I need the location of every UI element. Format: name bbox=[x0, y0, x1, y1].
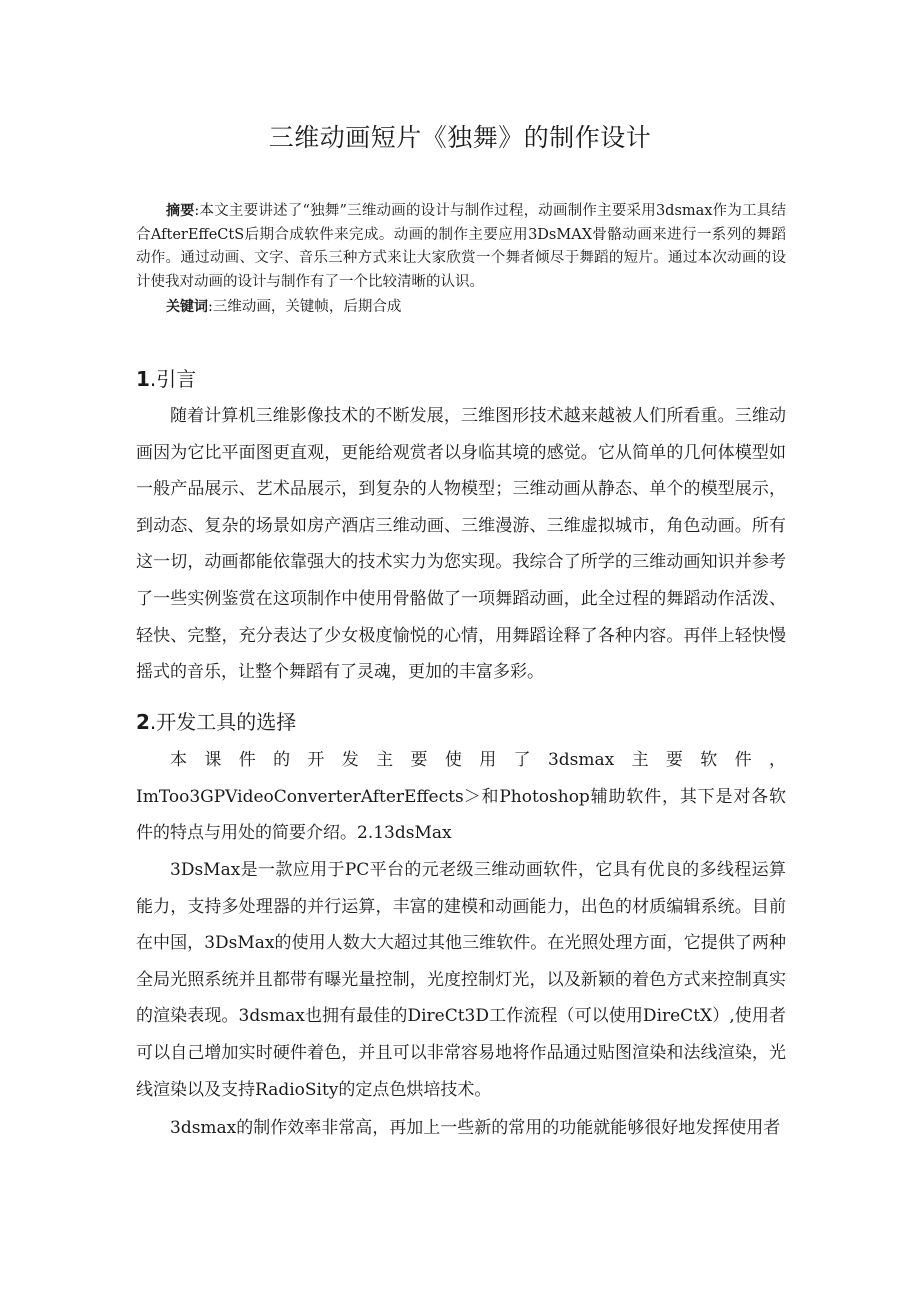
paper-title: 三维动画短片《独舞》的制作设计 bbox=[268, 123, 652, 152]
section-number: 2 bbox=[136, 710, 150, 734]
body-paragraph: 随着计算机三维影像技术的不断发展，三维图形技术越来越被人们所看重。三维动画因为它比平面图更直观，更能给观赏者以身临其境的感觉。它从简单的几何体模型如一般产品展示、艺术品展示，到复杂的人物模型；三维动画从静态、单个的模型展示，到动态、复杂的场景如房产酒店三维动画、三维漫游、三维虚拟城市，角色动画。所有这一切，动画都能依靠强大的技术实力为您实现。我综合了所学的三维动画知识并参考了一些实例鉴赏在这项制作中使用骨骼做了一项舞蹈动画，此全过程的舞蹈动作活泼、轻快、完整，充分表达了少女极度愉悦的心情，用舞蹈诠释了各种内容。再伴上轻快慢摇式的音乐，让整个舞蹈有了灵魂，更加的丰富多彩。 bbox=[136, 406, 786, 683]
section-number: 1 bbox=[136, 367, 150, 391]
keywords-text: :三维动画，关键帧，后期合成 bbox=[208, 299, 402, 315]
abstract bbox=[136, 200, 786, 294]
section-title: .引言 bbox=[149, 367, 197, 391]
abstract-text: :本文主要讲述了“独舞”三维动画的设计与制作过程，动画制作主要采用3dsmax作为工具结合AfterEffeCtS后期合成软件来完成。动画的制作主要应用3DsMAX骨骼动画来进行一系列的舞蹈动作。通过动画、文字、音乐三种方式来让大家欣赏一个舞者倾尽于舞蹈的短片。通过本次动画的设计使我对动画的设计与制作有了一个比较清晰的认识。 bbox=[136, 203, 787, 290]
body-paragraph: 3DsMax是一款应用于PC平台的元老级三维动画软件，它具有优良的多线程运算能力，支持多处理器的并行运算，丰富的建模和动画能力，出色的材质编辑系统。目前在中国，3DsMax的使用人数大大超过其他三维软件。在光照处理方面，它提供了两种全局光照系统并且都带有曝光量控制，光度控制灯光，以及新颖的着色方式来控制真实的渲染表现。3dsmax也拥有最佳的DireCt3D工作流程（可以使用DireCtX）,使用者可以自己增加实时硬件着色，并且可以非常容易地将作品通过贴图渲染和法线渲染，光线渲染以及支持RadioSity的定点色烘培技术。 bbox=[136, 860, 786, 1100]
body-paragraph: 本课件的开发主要使用了3dsmax主要软件，ImToo3GPVideoConverterAfterEffects＞和Photoshop辅助软件，其下是对各软件的特点与用处的简要介绍。2.13dsMax bbox=[136, 750, 786, 844]
section-title: .开发工具的选择 bbox=[149, 710, 297, 734]
keywords-label: 关键词 bbox=[166, 299, 208, 315]
body-paragraph: 3dsmax的制作效率非常高，再加上一些新的常用的功能就能够很好地发挥使用者 bbox=[170, 1118, 781, 1138]
section-heading-intro bbox=[136, 363, 196, 392]
keywords bbox=[166, 296, 786, 319]
abstract-label: 摘要 bbox=[166, 203, 195, 219]
section-heading-tools bbox=[136, 706, 296, 735]
